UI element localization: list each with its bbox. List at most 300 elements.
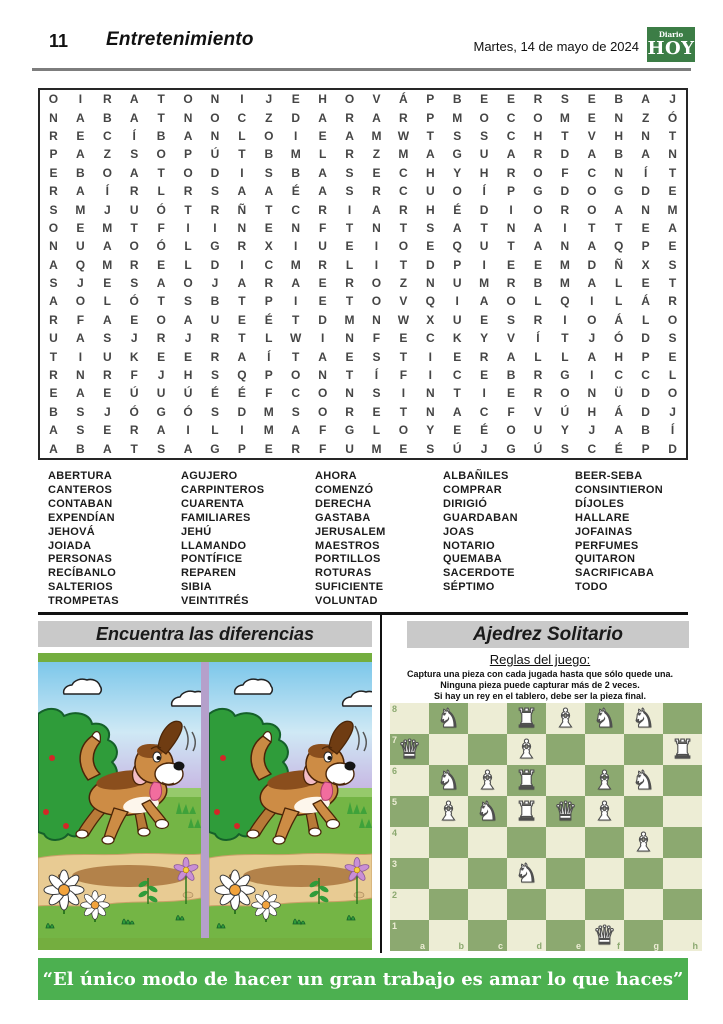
grid-letter: A	[641, 92, 650, 107]
word-item: HALLARE	[575, 511, 630, 524]
grid-letter: T	[668, 128, 677, 143]
grid-letter: B	[614, 147, 624, 162]
square-d4	[507, 827, 546, 858]
grid-letter: R	[506, 276, 516, 291]
grid-letter: W	[290, 331, 302, 346]
chess-board	[390, 703, 702, 951]
grid-letter: I	[455, 294, 459, 309]
page-number: 11	[49, 31, 69, 51]
grid-letter: A	[291, 276, 301, 291]
logo-top-text: Diario	[658, 30, 684, 39]
grid-letter: B	[49, 404, 58, 419]
grid-letter: M	[667, 202, 678, 217]
grid-letter: S	[560, 441, 569, 456]
word-item: ABERTURA	[48, 470, 113, 482]
word-item: ALBAÑILES	[443, 470, 509, 482]
grid-letter: N	[183, 110, 193, 125]
grid-letter: S	[157, 441, 166, 456]
grid-letter: G	[506, 441, 516, 456]
square-a4	[390, 827, 429, 858]
grid-letter: A	[533, 220, 543, 235]
grid-letter: E	[157, 257, 166, 272]
grid-letter: I	[428, 368, 432, 383]
grid-letter: L	[615, 276, 623, 291]
grid-letter: R	[264, 276, 274, 291]
grid-letter: A	[479, 294, 489, 309]
grid-letter: R	[210, 349, 220, 364]
grid-letter: I	[482, 257, 486, 272]
grid-letter: A	[49, 441, 58, 456]
grid-letter: O	[667, 312, 678, 327]
grid-letter: E	[372, 404, 381, 419]
grid-letter: L	[184, 257, 192, 272]
grid-letter: U	[210, 312, 220, 327]
square-c6	[468, 765, 507, 796]
grid-letter: A	[641, 147, 650, 162]
grid-letter: F	[561, 165, 569, 180]
grid-letter: F	[76, 312, 85, 327]
grid-letter: O	[317, 404, 328, 419]
grid-letter: C	[237, 110, 247, 125]
square-b7	[429, 734, 468, 765]
grid-letter: O	[506, 423, 516, 438]
grid-letter: U	[533, 423, 543, 438]
grid-letter: R	[210, 331, 220, 346]
word-item: TODO	[575, 581, 608, 594]
grid-letter: U	[102, 349, 112, 364]
grid-letter: S	[130, 147, 139, 162]
grid-letter: T	[238, 147, 246, 162]
grid-letter: U	[479, 239, 489, 254]
grid-letter: T	[453, 386, 461, 401]
square-d5	[507, 796, 546, 827]
grid-letter: R	[345, 147, 354, 162]
word-item: JEHOVÁ	[48, 525, 96, 538]
grid-letter: N	[237, 220, 247, 235]
grid-letter: Ü	[614, 386, 624, 401]
grid-letter: Í	[267, 349, 271, 364]
grid-letter: A	[587, 147, 597, 162]
grid-letter: T	[292, 312, 300, 327]
grid-letter: M	[479, 276, 490, 291]
grid-letter: H	[614, 128, 624, 143]
grid-letter: A	[183, 128, 193, 143]
grid-letter: M	[559, 257, 570, 272]
grid-letter: L	[265, 331, 273, 346]
square-e1	[546, 920, 585, 951]
square-g3	[624, 858, 663, 889]
grid-letter: C	[264, 257, 274, 272]
grid-letter: P	[641, 239, 650, 254]
grid-letter: Y	[453, 165, 462, 180]
square-g1	[624, 920, 663, 951]
chess-piece-q: ♛	[592, 920, 617, 951]
grid-letter: L	[534, 349, 542, 364]
square-a1	[390, 920, 429, 951]
grid-letter: R	[479, 349, 489, 364]
square-c2	[468, 889, 507, 920]
word-item: RECÍBANLO	[48, 567, 117, 580]
word-item: QUEMABA	[443, 553, 502, 566]
grid-letter: T	[561, 331, 569, 346]
grid-letter: A	[183, 312, 193, 327]
grid-letter: É	[210, 386, 219, 401]
grid-letter: D	[425, 257, 435, 272]
grid-letter: A	[237, 184, 247, 199]
rank-label: 4	[392, 828, 398, 838]
grid-letter: O	[102, 165, 112, 180]
word-item: GASTABA	[315, 511, 371, 524]
grid-letter: O	[371, 294, 382, 309]
grid-letter: É	[291, 184, 300, 199]
grid-letter: S	[49, 276, 58, 291]
grid-letter: N	[49, 239, 58, 254]
word-search-grid	[38, 88, 688, 460]
grid-letter: I	[563, 312, 567, 327]
grid-letter: U	[345, 441, 354, 456]
grid-letter: F	[318, 220, 327, 235]
grid-letter: J	[588, 423, 596, 438]
grid-letter: A	[129, 92, 139, 107]
word-column-2	[181, 470, 315, 609]
grid-letter: Í	[482, 184, 486, 199]
grid-letter: Ó	[129, 294, 139, 309]
rank-label: 2	[392, 890, 398, 900]
grid-letter: A	[76, 110, 85, 125]
page-title: Entretenimiento	[106, 29, 254, 50]
grid-letter: N	[425, 276, 435, 291]
word-item: SALTERIOS	[48, 581, 113, 594]
grid-letter: J	[157, 368, 165, 383]
grid-letter: V	[587, 128, 596, 143]
grid-letter: T	[507, 239, 515, 254]
grid-letter: A	[345, 128, 354, 143]
grid-letter: Q	[425, 294, 435, 309]
grid-letter: N	[614, 110, 624, 125]
grid-letter: N	[425, 386, 435, 401]
grid-letter: Í	[374, 368, 379, 383]
grid-letter: N	[614, 165, 624, 180]
word-item: JOIADA	[48, 539, 92, 552]
grid-letter: E	[345, 239, 354, 254]
grid-letter: A	[102, 312, 112, 327]
square-g2	[624, 889, 663, 920]
grid-letter: C	[506, 110, 516, 125]
grid-letter: A	[587, 239, 597, 254]
grid-letter: I	[563, 220, 567, 235]
grid-letter: P	[49, 147, 58, 162]
grid-letter: T	[157, 92, 165, 107]
word-item: AHORA	[315, 470, 357, 482]
word-item: NOTARIO	[443, 539, 496, 552]
grid-letter: P	[453, 257, 462, 272]
chess-piece-b: ♝	[475, 765, 500, 796]
grid-letter: O	[533, 202, 543, 217]
grid-letter: Y	[480, 331, 489, 346]
grid-letter: E	[668, 349, 677, 364]
grid-letter: O	[156, 147, 166, 162]
grid-letter: D	[587, 257, 597, 272]
grid-letter: O	[533, 110, 543, 125]
differences-image	[38, 653, 372, 950]
grid-letter: S	[560, 92, 569, 107]
grid-letter: Í	[105, 184, 109, 199]
hoy-logo	[647, 27, 695, 62]
grid-letter: M	[559, 276, 570, 291]
chess-title: Ajedrez Solitario	[407, 621, 689, 648]
square-f4	[585, 827, 624, 858]
grid-letter: R	[102, 368, 112, 383]
grid-letter: A	[587, 276, 597, 291]
grid-letter: R	[533, 386, 543, 401]
grid-letter: F	[265, 386, 273, 401]
grid-letter: J	[265, 92, 273, 107]
grid-letter: R	[668, 294, 677, 309]
grid-letter: A	[668, 220, 677, 235]
rank-label: 3	[392, 859, 398, 869]
grid-letter: A	[452, 220, 462, 235]
word-item: PONTÍFICE	[181, 553, 243, 566]
chess-piece-q: ♛	[553, 796, 578, 827]
grid-letter: B	[102, 110, 112, 125]
square-g7	[624, 734, 663, 765]
grid-letter: O	[183, 92, 193, 107]
grid-letter: E	[76, 128, 85, 143]
grid-letter: E	[399, 331, 408, 346]
grid-letter: O	[75, 294, 86, 309]
grid-letter: L	[668, 368, 677, 383]
grid-letter: Ú	[210, 147, 220, 162]
word-item: JOFAINAS	[575, 525, 633, 538]
grid-letter: S	[668, 331, 677, 346]
grid-letter: V	[399, 294, 408, 309]
grid-letter: R	[399, 110, 408, 125]
grid-letter: Ó	[614, 331, 624, 346]
grid-letter: C	[587, 165, 597, 180]
square-e8	[546, 703, 585, 734]
word-item: COMENZÓ	[315, 483, 374, 496]
grid-letter: I	[294, 239, 298, 254]
chess-piece-n: ♞	[631, 703, 656, 734]
grid-letter: Á	[614, 312, 624, 327]
grid-letter: O	[371, 276, 382, 291]
grid-letter: M	[263, 423, 274, 438]
grid-letter: D	[560, 147, 570, 162]
square-b8	[429, 703, 468, 734]
grid-letter: P	[641, 441, 650, 456]
square-g4	[624, 827, 663, 858]
grid-letter: L	[372, 423, 381, 438]
square-f6	[585, 765, 624, 796]
grid-letter: R	[345, 110, 354, 125]
grid-letter: T	[238, 331, 246, 346]
chess-piece-n: ♞	[514, 858, 539, 889]
grid-letter: I	[186, 423, 190, 438]
grid-letter: U	[452, 276, 462, 291]
square-b5	[429, 796, 468, 827]
grid-letter: H	[479, 165, 489, 180]
square-a7	[390, 734, 429, 765]
grid-letter: E	[372, 165, 381, 180]
grid-letter: Í	[536, 331, 540, 346]
grid-letter: S	[264, 165, 273, 180]
square-g5	[624, 796, 663, 827]
grid-letter: S	[426, 220, 435, 235]
grid-letter: T	[399, 220, 408, 235]
grid-letter: R	[156, 331, 166, 346]
word-item: PERFUMES	[575, 539, 639, 552]
grid-letter: N	[587, 386, 597, 401]
grid-letter: R	[372, 184, 381, 199]
rank-label: 5	[392, 797, 398, 807]
grid-letter: É	[614, 441, 623, 456]
grid-letter: T	[238, 294, 246, 309]
grid-letter: Í	[670, 423, 675, 438]
grid-letter: T	[157, 294, 165, 309]
square-h8	[663, 703, 702, 734]
grid-letter: K	[129, 349, 139, 364]
grid-letter: A	[318, 110, 327, 125]
grid-letter: Q	[452, 239, 462, 254]
grid-letter: B	[641, 423, 650, 438]
chess-piece-r: ♜	[514, 796, 539, 827]
grid-letter: A	[76, 331, 85, 346]
file-label: g	[653, 941, 659, 951]
word-column-3	[315, 470, 443, 609]
grid-letter: N	[210, 92, 220, 107]
grid-letter: T	[184, 202, 192, 217]
grid-letter: R	[560, 202, 570, 217]
grid-letter: H	[614, 349, 624, 364]
grid-letter: N	[345, 331, 354, 346]
grid-letter: N	[425, 404, 435, 419]
chess-piece-r: ♜	[514, 703, 539, 734]
grid-letter: B	[452, 92, 462, 107]
grid-letter: R	[533, 368, 543, 383]
grid-letter: O	[291, 368, 301, 383]
grid-letter: Ú	[533, 441, 543, 456]
grid-letter: T	[345, 294, 354, 309]
grid-letter: E	[103, 276, 112, 291]
chess-piece-b: ♝	[514, 734, 539, 765]
grid-letter: G	[344, 423, 355, 438]
grid-letter: B	[291, 165, 301, 180]
word-item: CONSINTIERON	[575, 483, 663, 496]
word-item: PORTILLOS	[315, 553, 381, 566]
grid-letter: Ñ	[237, 202, 247, 217]
grid-letter: N	[668, 147, 677, 162]
grid-letter: N	[76, 368, 85, 383]
grid-letter: E	[49, 386, 58, 401]
grid-letter: M	[263, 404, 274, 419]
grid-letter: E	[480, 92, 489, 107]
grid-letter: O	[587, 312, 597, 327]
grid-letter: M	[102, 220, 113, 235]
grid-letter: Ú	[183, 386, 193, 401]
grid-letter: A	[264, 184, 274, 199]
grid-letter: U	[129, 202, 139, 217]
grid-letter: M	[290, 147, 301, 162]
grid-letter: X	[641, 257, 650, 272]
grid-letter: G	[156, 404, 166, 419]
grid-letter: M	[371, 441, 382, 456]
grid-letter: Q	[237, 368, 247, 383]
grid-letter: C	[399, 165, 408, 180]
grid-letter: S	[372, 349, 381, 364]
grid-letter: S	[345, 165, 354, 180]
grid-letter: C	[614, 368, 624, 383]
grid-letter: I	[374, 239, 379, 254]
grid-letter: T	[157, 165, 165, 180]
grid-letter: I	[78, 92, 83, 107]
square-a2	[390, 889, 429, 920]
grid-letter: S	[210, 368, 219, 383]
grid-letter: N	[372, 312, 381, 327]
grid-letter: T	[588, 220, 596, 235]
grid-letter: T	[130, 441, 138, 456]
grid-letter: J	[480, 441, 488, 456]
word-item: PERSONAS	[48, 553, 113, 566]
grid-letter: O	[156, 312, 166, 327]
grid-letter: D	[641, 386, 650, 401]
grid-letter: O	[317, 386, 328, 401]
grid-letter: M	[102, 257, 113, 272]
grid-letter: E	[507, 92, 516, 107]
grid-letter: Ó	[667, 110, 678, 125]
chess-rules-heading: Reglas del juego:	[489, 652, 591, 667]
grid-letter: S	[49, 202, 58, 217]
grid-letter: A	[425, 147, 435, 162]
chess-rule-line: Captura una pieza con cada jugada hasta que sólo quede una.	[406, 669, 674, 679]
grid-letter: S	[668, 257, 677, 272]
grid-letter: G	[560, 368, 570, 383]
grid-letter: S	[210, 184, 219, 199]
grid-letter: A	[49, 294, 58, 309]
grid-letter: A	[156, 276, 166, 291]
grid-letter: E	[399, 441, 408, 456]
square-b1	[429, 920, 468, 951]
grid-letter: R	[129, 257, 139, 272]
grid-letter: T	[130, 220, 138, 235]
grid-letter: J	[77, 276, 84, 291]
grid-letter: E	[641, 276, 650, 291]
grid-letter: H	[183, 368, 193, 383]
grid-letter: O	[452, 184, 462, 199]
grid-letter: E	[480, 368, 489, 383]
grid-letter: I	[590, 294, 594, 309]
grid-letter: N	[291, 220, 301, 235]
word-item: SACRIFICABA	[575, 567, 655, 580]
grid-letter: E	[318, 294, 327, 309]
grid-letter: J	[588, 331, 596, 346]
grid-letter: T	[399, 257, 408, 272]
grid-letter: I	[509, 202, 513, 217]
grid-letter: I	[294, 294, 298, 309]
grid-letter: M	[398, 147, 409, 162]
grid-letter: R	[533, 92, 543, 107]
grid-letter: Ó	[156, 239, 166, 254]
grid-letter: E	[507, 386, 516, 401]
file-label: c	[497, 941, 503, 951]
grid-letter: E	[264, 220, 273, 235]
grid-letter: I	[428, 349, 432, 364]
grid-letter: T	[292, 349, 300, 364]
grid-letter: H	[425, 202, 435, 217]
grid-letter: E	[587, 110, 596, 125]
grid-letter: Í	[132, 128, 136, 143]
word-item: DIRIGIÓ	[443, 497, 488, 510]
grid-letter: E	[587, 92, 596, 107]
